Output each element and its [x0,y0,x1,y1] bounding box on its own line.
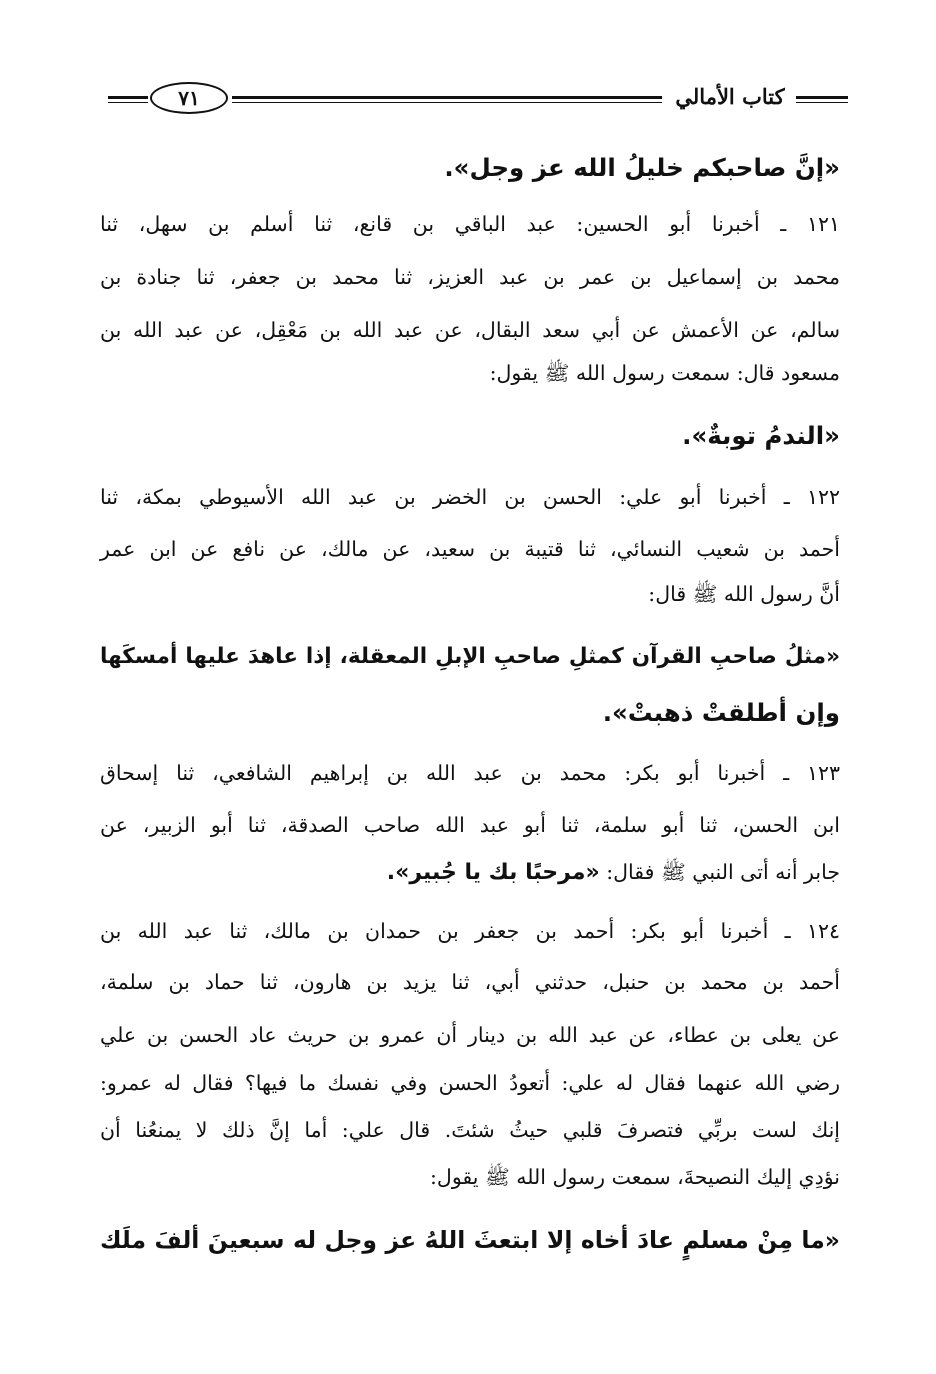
header-rule-middle [232,96,662,103]
hadith-122-quote-line-2: وإن أطلقتْ ذهبتْ». [602,698,840,727]
hadith-124-line-2: أحمد بن محمد بن حنبل، حدثني أبي، ثنا يزيد بن هارون، ثنا حماد بن سلمة، [100,970,840,994]
hadith-124-line-4: رضي الله عنهما فقال له علي: أتعودُ الحسن وفي نفسك ما فيها؟ فقال له عمرو: [100,1071,840,1095]
hadith-123-line-3-text: جابر أنه أتى النبي ﷺ فقال: [606,860,840,884]
hadith-121-line-1: ١٢١ ـ أخبرنا أبو الحسين: عبد الباقي بن قانع، ثنا أسلم بن سهل، ثنا [100,212,840,236]
hadith-124-line-6: نؤدِي إليك النصيحةَ، سمعت رسول الله ﷺ يقول: [430,1165,840,1189]
hadith-124-line-5: إنك لست بربِّي فتصرفَ قلبي حيثُ شئتَ. قال علي: أما إنَّ ذلك لا يمنعُنا أن [100,1118,840,1142]
hadith-120-quote: «إنَّ صاحبكم خليلُ الله عز وجل». [444,153,840,182]
hadith-123-quote: «مرحبًا بك يا جُبير». [386,860,600,885]
header-rule-left [108,96,148,103]
hadith-121-quote: «الندمُ توبةٌ». [682,421,840,450]
hadith-123-line-3 [100,857,840,888]
hadith-124-quote: «ما مِنْ مسلمٍ عادَ أخاه إلا ابتعثَ اللهُ عز وجل له سبعينَ ألفَ ملَك [100,1226,840,1254]
hadith-121-line-2: محمد بن إسماعيل بن عمر بن عبد العزيز، ثنا محمد بن جعفر، ثنا جنادة بن [100,265,840,289]
hadith-124-line-1: ١٢٤ ـ أخبرنا أبو بكر: أحمد بن جعفر بن حمدان بن مالك، ثنا عبد الله بن [100,919,840,943]
page-number: ٧١ [178,86,200,110]
hadith-123-line-2: ابن الحسن، ثنا أبو سلمة، ثنا أبو عبد الله صاحب الصدقة، ثنا أبو الزبير، عن [100,813,840,837]
hadith-124-line-3: عن يعلى بن عطاء، عن عبد الله بن دينار أن عمرو بن حريث عاد الحسن بن علي [100,1023,840,1047]
running-title: كتاب الأمالي [675,84,785,109]
hadith-122-line-1: ١٢٢ ـ أخبرنا أبو علي: الحسن بن الخضر بن عبد الله الأسيوطي بمكة، ثنا [100,485,840,509]
hadith-121-line-4: مسعود قال: سمعت رسول الله ﷺ يقول: [489,361,840,385]
hadith-122-quote-line-1: «مثلُ صاحبِ القرآن كمثلِ صاحبِ الإبلِ المعقلة، إذا عاهدَ عليها أمسكَها [100,644,840,669]
hadith-121-line-3: سالم، عن الأعمش عن أبي سعد البقال، عن عبد الله بن مَعْقِل، عن عبد الله بن [100,318,840,342]
hadith-122-line-2: أحمد بن شعيب النسائي، ثنا قتيبة بن سعيد، عن مالك، عن نافع عن ابن عمر [100,537,840,561]
header-rule-right [796,96,848,103]
page-number-frame [150,82,228,114]
hadith-123-line-1: ١٢٣ ـ أخبرنا أبو بكر: محمد بن عبد الله بن إبراهيم الشافعي، ثنا إسحاق [100,761,840,785]
hadith-122-line-3: أنَّ رسول الله ﷺ قال: [648,582,840,606]
